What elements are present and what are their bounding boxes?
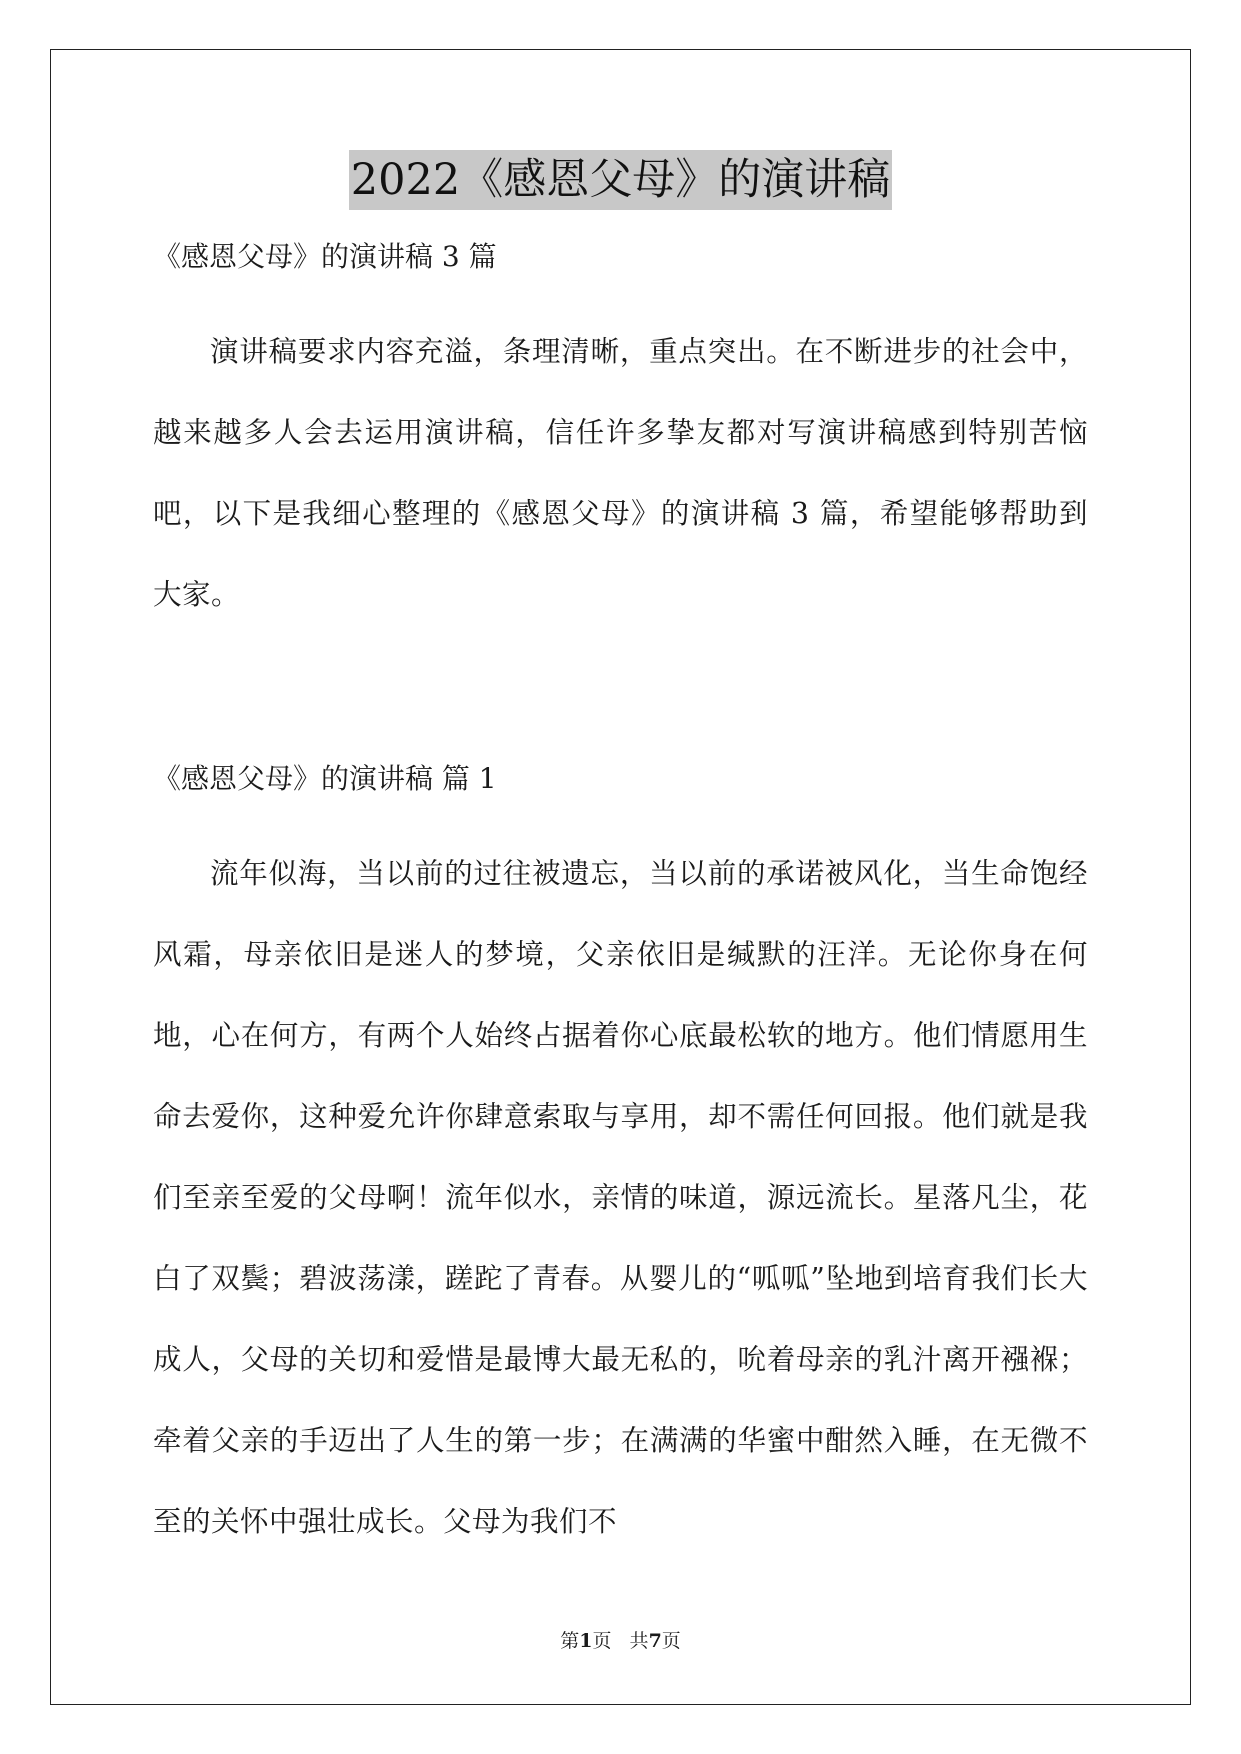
intro-paragraph: 演讲稿要求内容充溢，条理清晰，重点突出。在不断进步的社会中，越来越多人会去运用演讲稿，信任许多挚友都对写演讲稿感到特别苦恼吧，以下是我细心整理的《感恩父母》的演讲稿 3 篇，希望能够帮助到大家。 [153,335,1088,611]
footer-page-total: 7 [648,1630,662,1652]
footer-mid: 页 共 [592,1630,649,1652]
title-wrap [0,150,1241,210]
page-footer [0,1626,1241,1656]
document-title: 2022《感恩父母》的演讲稿 [349,150,892,210]
footer-prefix: 第 [560,1630,580,1652]
document-body [153,232,1088,1562]
section-body: 流年似海，当以前的过往被遗忘，当以前的承诺被风化，当生命饱经风霜，母亲依旧是迷人的梦境，父亲依旧是缄默的汪洋。无论你身在何地，心在何方，有两个人始终占据着你心底最松软的地方。他们情愿用生命去爱你，这种爱允许你肆意索取与享用，却不需任何回报。他们就是我们至亲至爱的父母啊！流年似水，亲情的味道，源远流长。星落凡尘，花白了双鬓；碧波荡漾，蹉跎了青春。从婴儿的“呱呱”坠地到培育我们长大成人，父母的关切和爱惜是最博大最无私的，吮着母亲的乳汁离开襁褓；牵着父亲的手迈出了人生的第一步；在满满的华蜜中酣然入睡，在无微不至的关怀中强壮成长。父母为我们不 [153,857,1088,1538]
section-heading: 《感恩父母》的演讲稿 篇 1 [153,762,497,795]
footer-suffix: 页 [661,1630,681,1652]
footer-page-current: 1 [579,1630,593,1652]
document-subtitle: 《感恩父母》的演讲稿 3 篇 [153,240,497,273]
